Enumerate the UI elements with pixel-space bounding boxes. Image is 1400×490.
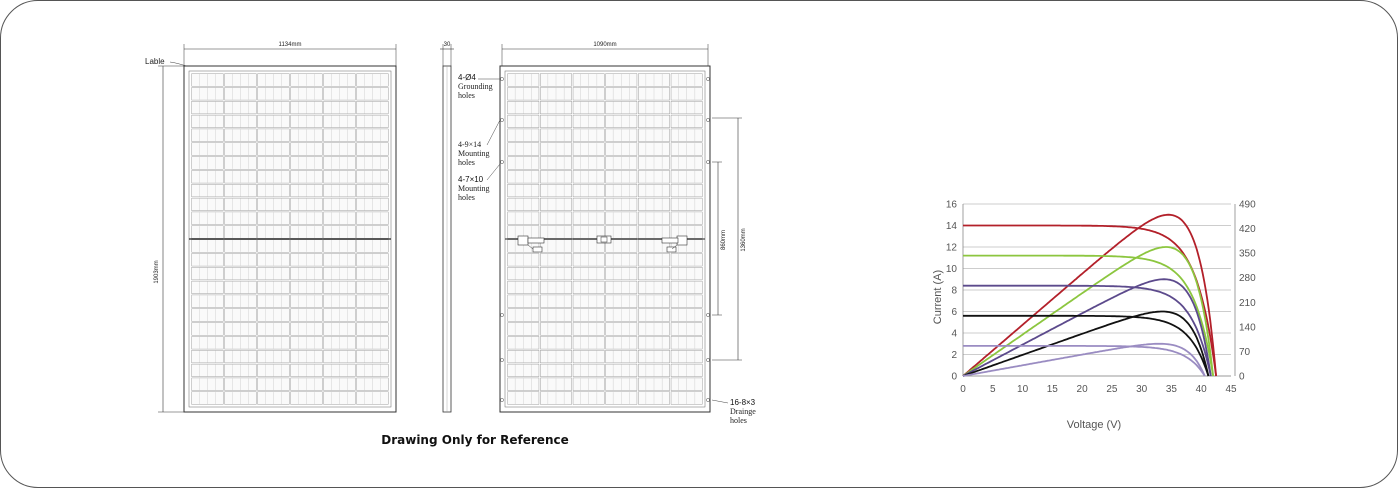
note-line: holes	[458, 193, 475, 202]
note-drainage-holes	[712, 398, 756, 425]
note-line: Mounting	[458, 149, 490, 158]
y-tick-label: 2	[951, 350, 957, 361]
frame-hole	[706, 358, 709, 361]
drawing-caption: Drawing Only for Reference	[381, 433, 569, 447]
note-line: Mounting	[458, 184, 490, 193]
y2-tick-label: 70	[1239, 346, 1251, 358]
pv-curve-3	[963, 279, 1211, 376]
note-line: Grounding	[458, 82, 493, 91]
back-view	[458, 42, 756, 425]
frame-hole	[500, 358, 503, 361]
note-code: 4-9×14	[458, 140, 482, 149]
x-tick-label: 35	[1165, 384, 1177, 395]
chart-y-axis-label: Current (A)	[932, 269, 944, 325]
y-tick-label: 8	[951, 285, 957, 297]
side-view	[440, 42, 454, 412]
y-tick-label: 14	[945, 221, 957, 232]
dim-1360: 1360mm	[741, 228, 747, 252]
note-line: holes	[730, 416, 747, 425]
y2-tick-label: 280	[1239, 273, 1256, 285]
dim-860: 860mm	[721, 229, 727, 251]
note-mounting-holes-9x14	[458, 120, 500, 167]
y-tick-label: 16	[945, 199, 957, 211]
y-tick-label: 6	[951, 307, 957, 318]
iv-curve-chart	[932, 200, 1256, 432]
x-tick-label: 25	[1106, 384, 1118, 395]
frame-hole	[500, 313, 503, 316]
note-grounding-holes	[458, 73, 500, 100]
chart-series-group	[963, 215, 1216, 376]
y-tick-label: 12	[945, 242, 957, 254]
x-tick-label: 40	[1195, 384, 1207, 395]
x-tick-label: 10	[1017, 384, 1029, 395]
pv-curve-5	[963, 344, 1205, 376]
frame-hole	[706, 77, 709, 80]
frame-hole	[706, 118, 709, 121]
note-line: holes	[458, 91, 475, 100]
y2-tick-label: 420	[1239, 224, 1256, 236]
note-mounting-holes-7x10	[458, 164, 500, 202]
frame-hole	[706, 160, 709, 163]
front-width-dim: 1134mm	[278, 42, 302, 48]
note-code: 16-8×3	[730, 398, 756, 407]
label-note: Lable	[145, 57, 165, 66]
junction-box-center	[597, 236, 611, 243]
pv-curve-1	[963, 215, 1216, 376]
chart-gridlines	[963, 204, 1235, 376]
frame-hole	[500, 77, 503, 80]
x-tick-label: 30	[1136, 384, 1148, 395]
chart-x-axis-label: Voltage (V)	[1066, 419, 1122, 431]
x-tick-label: 45	[1225, 384, 1237, 395]
x-tick-label: 15	[1046, 384, 1058, 395]
side-thickness-dim: 30	[443, 42, 451, 48]
x-tick-label: 5	[990, 384, 996, 395]
note-code: 4-Ø4	[458, 73, 476, 82]
y2-tick-label: 490	[1239, 199, 1256, 211]
frame-hole	[500, 398, 503, 401]
back-width-dim: 1090mm	[593, 42, 617, 48]
frame-hole	[706, 398, 709, 401]
frame-hole	[500, 160, 503, 163]
y-tick-label: 4	[951, 328, 957, 340]
y-tick-label: 10	[945, 264, 957, 275]
front-height-dim: 1903mm	[154, 260, 160, 284]
note-line: Drainge	[730, 407, 756, 416]
note-line: holes	[458, 158, 475, 167]
y2-tick-label: 140	[1239, 322, 1256, 334]
note-code: 4-7×10	[458, 175, 484, 184]
y2-tick-label: 350	[1239, 248, 1256, 260]
x-tick-label: 0	[960, 384, 966, 395]
frame-hole	[706, 313, 709, 316]
frame-hole	[500, 118, 503, 121]
y2-tick-label: 0	[1239, 371, 1245, 383]
y-tick-label: 0	[951, 371, 957, 383]
y2-tick-label: 210	[1239, 297, 1256, 309]
front-view	[145, 42, 396, 412]
x-tick-label: 20	[1076, 384, 1088, 395]
